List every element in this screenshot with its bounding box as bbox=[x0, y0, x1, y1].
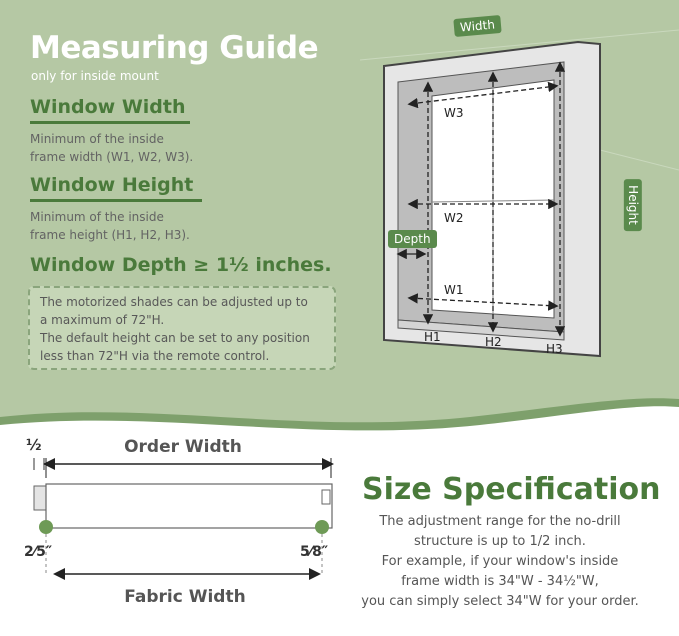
w2-label: W2 bbox=[444, 211, 464, 225]
depth-tag: Depth bbox=[388, 230, 437, 248]
light-ray bbox=[600, 150, 679, 170]
page-subtitle: only for inside mount bbox=[31, 69, 159, 83]
size-spec-line-5: you can simply select 34"W for your order. bbox=[361, 594, 639, 609]
window-width-desc-line1: Minimum of the inside bbox=[30, 132, 164, 146]
note-line-3: The default height can be set to any position bbox=[40, 331, 310, 345]
size-spec-line-1: The adjustment range for the no-drill bbox=[379, 514, 621, 529]
w3-label: W3 bbox=[444, 106, 464, 120]
right-gap-label: 5⁄8″ bbox=[300, 544, 329, 560]
right-end-cap bbox=[315, 520, 329, 534]
h2-label: H2 bbox=[485, 335, 502, 349]
window-height-desc-line1: Minimum of the inside bbox=[30, 210, 164, 224]
note-line-1: The motorized shades can be adjusted up to bbox=[40, 295, 308, 309]
h3-label: H3 bbox=[546, 342, 563, 356]
shade-end-bracket bbox=[34, 486, 46, 510]
w1-label: W1 bbox=[444, 283, 464, 297]
fabric-width-label: Fabric Width bbox=[124, 587, 246, 607]
half-inch-label: ½ bbox=[26, 436, 42, 454]
order-width-label: Order Width bbox=[124, 437, 242, 457]
window-width-desc-line2: frame width (W1, W2, W3). bbox=[30, 150, 194, 164]
window-height-heading: Window Height bbox=[30, 174, 194, 196]
note-line-2: a maximum of 72"H. bbox=[40, 313, 165, 327]
shade-tube bbox=[46, 484, 332, 528]
h1-label: H1 bbox=[424, 330, 441, 344]
size-spec-title: Size Specification bbox=[362, 472, 661, 507]
page-title: Measuring Guide bbox=[30, 30, 319, 66]
left-end-cap bbox=[39, 520, 53, 534]
window-width-heading: Window Width bbox=[30, 96, 186, 118]
height-tag: Height bbox=[624, 179, 642, 231]
width-tag: Width bbox=[453, 15, 501, 37]
window-depth-heading: Window Depth ≥ 1½ inches. bbox=[30, 254, 332, 276]
shade-diagram bbox=[0, 406, 360, 636]
left-gap-label: 2⁄5″ bbox=[24, 544, 53, 560]
note-line-4: less than 72"H via the remote control. bbox=[40, 349, 270, 363]
size-spec-line-2: structure is up to 1/2 inch. bbox=[414, 534, 586, 549]
size-spec-line-3: For example, if your window's inside bbox=[381, 554, 619, 569]
size-spec-line-4: frame width is 34"W - 34½"W, bbox=[401, 574, 599, 589]
window-height-desc-line2: frame height (H1, H2, H3). bbox=[30, 228, 190, 242]
size-spec-description bbox=[350, 512, 650, 612]
